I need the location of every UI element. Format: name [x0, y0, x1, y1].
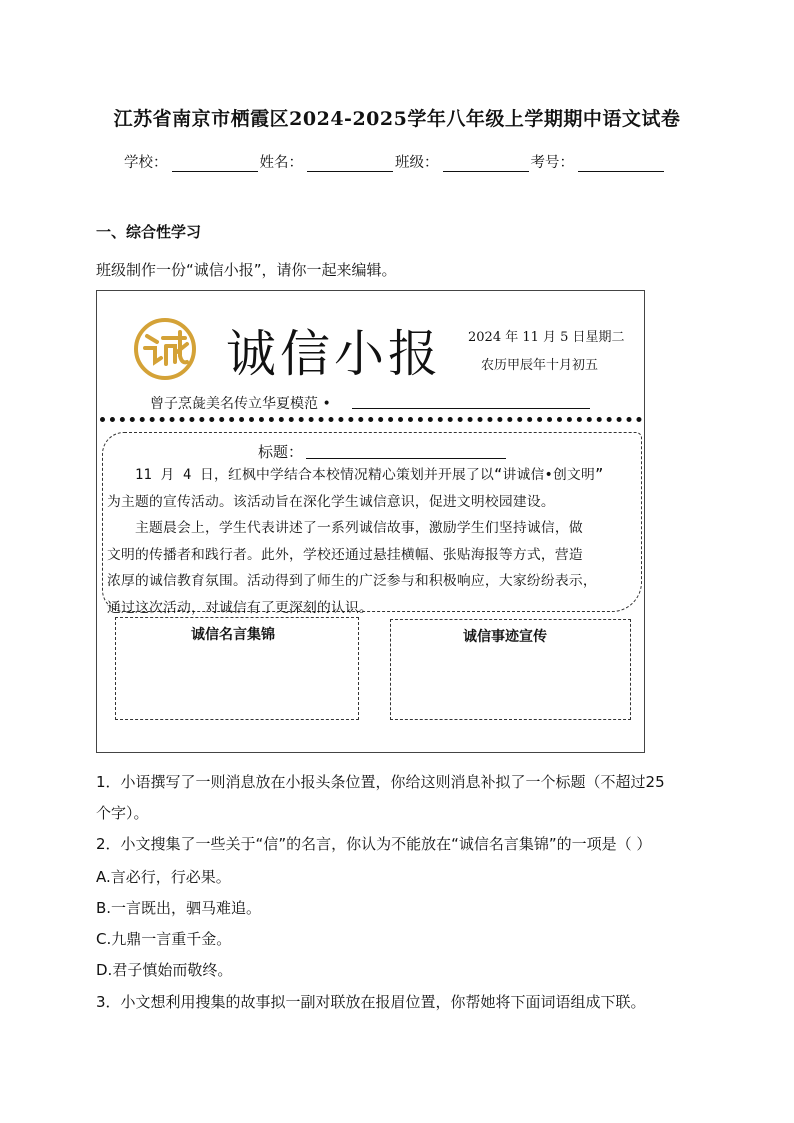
option-c[interactable]: C.九鼎一言重千金。: [96, 930, 232, 948]
name-blank[interactable]: [307, 157, 393, 172]
class-label: 班级：: [395, 155, 439, 171]
exam-number-blank[interactable]: [578, 157, 664, 172]
article-paragraph-2: [107, 515, 637, 621]
deeds-box-label: 诚信事迹宣传: [463, 629, 547, 645]
para2-line: 浓厚的诚信教育氛围。活动得到了师生的广泛参与和积极响应，大家纷纷表示，: [107, 573, 597, 589]
exam-number-label: 考号：: [530, 155, 574, 171]
para1-line: 11 月 4 日，红枫中学结合本校情况精心策划并开展了以“讲诚信•创文明”: [107, 467, 604, 483]
section-heading: 一、综合性学习: [96, 223, 202, 241]
lunar-date: 农历甲辰年十月初五: [481, 358, 599, 373]
class-blank[interactable]: [443, 157, 529, 172]
option-d[interactable]: D.君子慎始而敬终。: [96, 961, 233, 979]
para2-line: 主题晨会上，学生代表讲述了一系列诚信故事，激励学生们坚持诚信，做: [107, 520, 583, 536]
student-info-row: [124, 151, 666, 172]
dotted-separator: [100, 417, 642, 422]
headline-blank[interactable]: [306, 458, 506, 459]
school-blank[interactable]: [172, 157, 258, 172]
name-label: 姓名：: [259, 155, 303, 171]
para2-line: 文明的传播者和践行者。此外，学校还通过悬挂横幅、张贴海报等方式，营造: [107, 546, 583, 563]
seal-logo-icon: [133, 318, 198, 380]
quotes-box-label: 诚信名言集锦: [191, 627, 275, 643]
article-paragraph-1: [107, 462, 637, 515]
issue-date: 2024 年 11 月 5 日星期二: [468, 330, 625, 345]
question-3: 3．小文想利用搜集的故事拟一副对联放在报眉位置，你帮她将下面词语组成下联。: [96, 993, 646, 1011]
question-2: 2．小文搜集了一些关于“信”的名言，你认为不能放在“诚信名言集锦”的一项是（ ）: [96, 835, 652, 853]
document-title: 江苏省南京市栖霞区2024-2025学年八年级上学期期中语文试卷: [113, 108, 681, 130]
option-a[interactable]: A.言必行，行必果。: [96, 868, 231, 886]
question-1-continued: 个字）。: [96, 804, 149, 822]
intro-text: 班级制作一份“诚信小报”，请你一起来编辑。: [96, 261, 397, 279]
couplet-upper-line: 曾子烹彘美名传立华夏模范 •: [150, 396, 331, 412]
question-1: 1．小语撰写了一则消息放在小报头条位置，你给这则消息补拟了一个标题（不超过25: [96, 773, 665, 791]
para1-line: 为主题的宣传活动。该活动旨在深化学生诚信意识，促进文明校园建设。: [107, 493, 555, 510]
newspaper-masthead: 诚信小报: [226, 325, 442, 383]
couplet-lower-blank[interactable]: [352, 408, 590, 409]
para2-line: 通过这次活动，对诚信有了更深刻的认识。: [107, 599, 373, 616]
option-b[interactable]: B.一言既出，驷马难追。: [96, 899, 262, 917]
headline-label: 标题：: [258, 443, 304, 461]
school-label: 学校：: [124, 155, 168, 171]
